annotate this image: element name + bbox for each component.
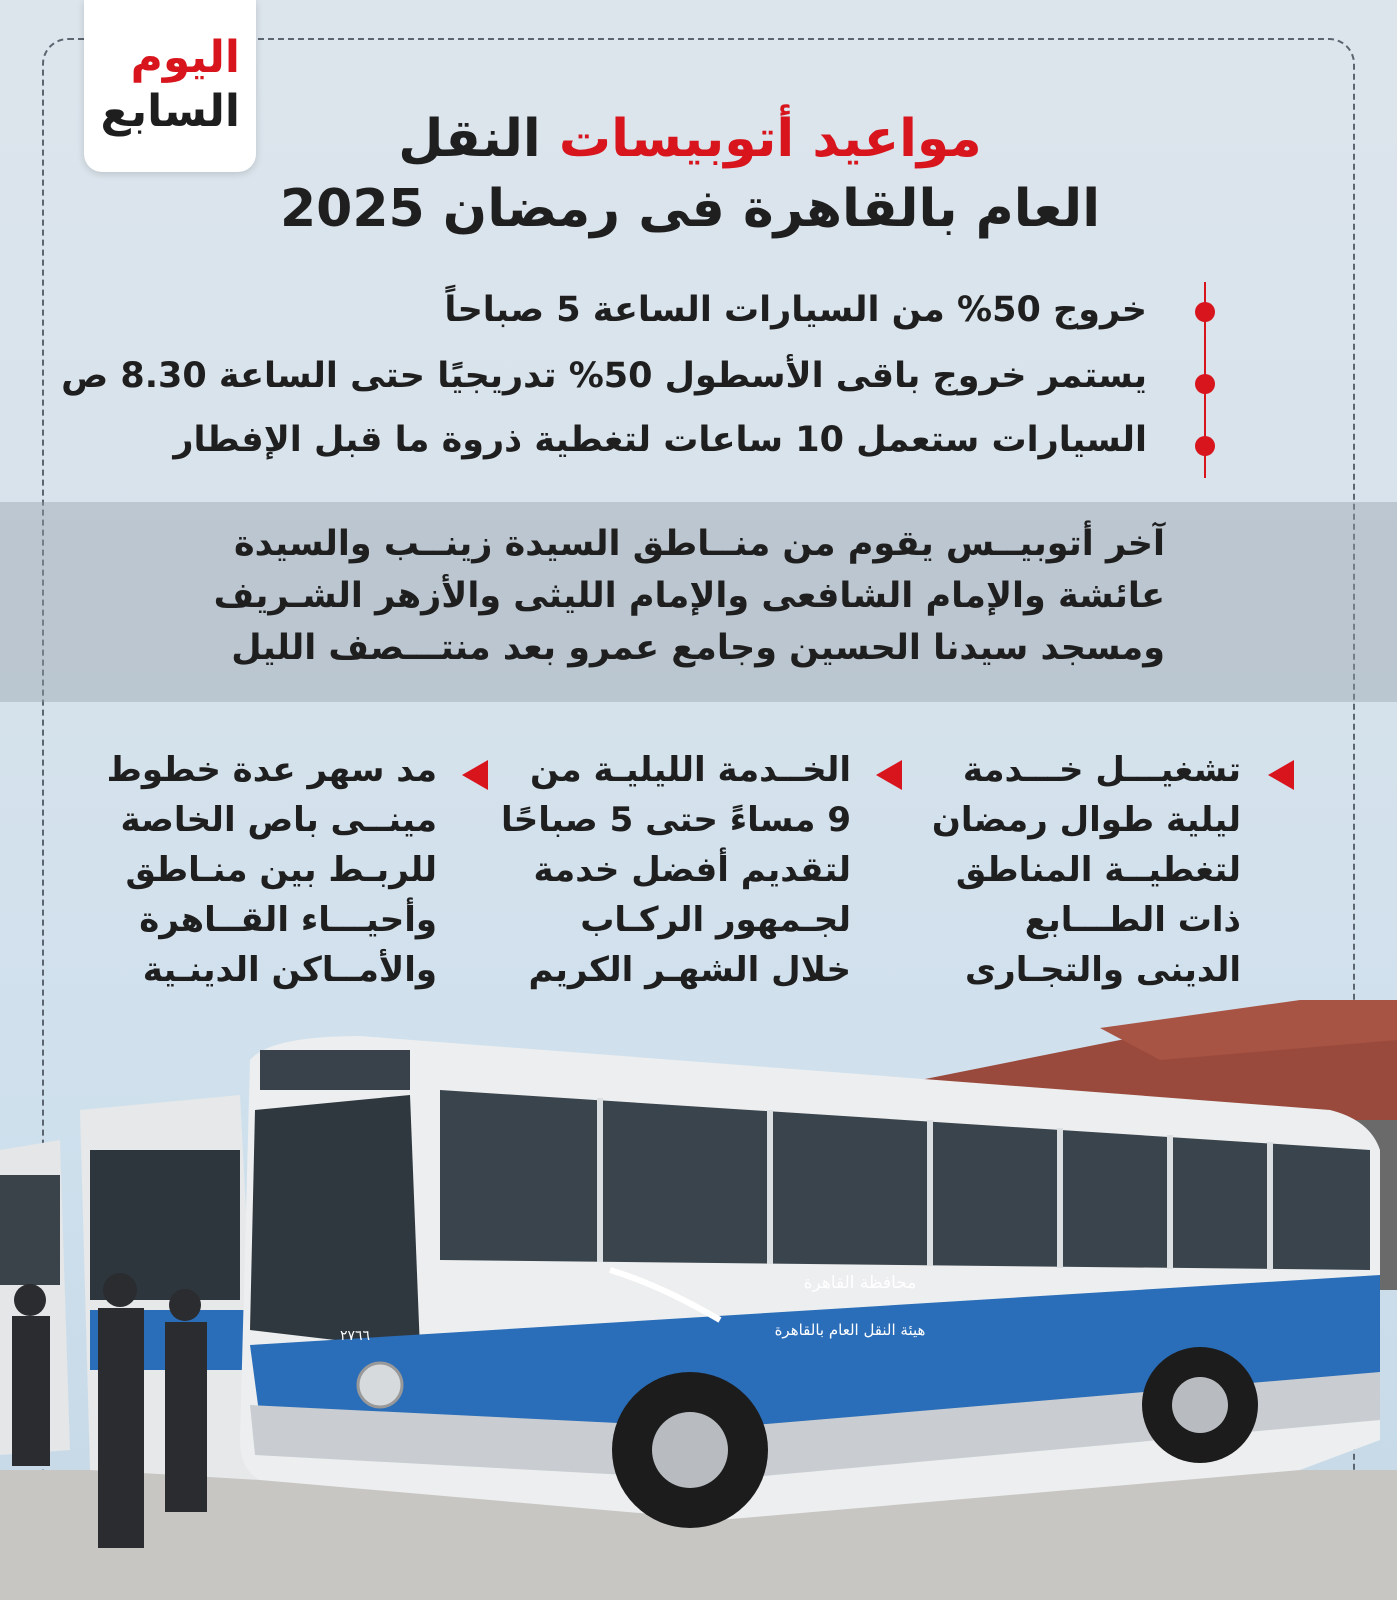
col1-line-5: الدينى والتجـارى [964, 950, 1241, 990]
col1-line-1: تشغيـــل خـــدمة [962, 750, 1241, 790]
col1-line-2: ليلية طوال رمضان [931, 800, 1241, 840]
col3-line-4: وأحيـــاء القــاهرة [139, 900, 437, 940]
col2-line-1: الخــدمة الليليـة من [530, 750, 851, 790]
col3-line-1: مد سهر عدة خطوط [106, 750, 437, 790]
page-title-line-2: العام بالقاهرة فى رمضان 2025 [279, 179, 1101, 239]
bullet-dot-icon [1195, 302, 1215, 322]
band-line-1: آخر أتوبيــس يقوم من منــاطق السيدة زينــب والسيدة [234, 524, 1165, 564]
col2-line-5: خلال الشهـر الكريم [528, 950, 851, 990]
bullet-item-1: خروج 50% من السيارات الساعة 5 صباحاً [444, 290, 1147, 330]
col2-line-4: لجـمهور الركـاب [580, 900, 851, 940]
triangle-pointer-icon [876, 760, 902, 790]
bullet-dot-icon [1195, 374, 1215, 394]
col2-line-2: 9 مساءً حتى 5 صباحًا [500, 800, 851, 840]
bus-fleet-number: ٢٧٦٦ [339, 1328, 371, 1344]
col1-line-4: ذات الطـــابع [1024, 900, 1241, 940]
col3-line-2: مينــى باص الخاصة [120, 800, 437, 840]
col3-line-3: للربـط بين منـاطق [125, 850, 437, 890]
page-title-line-1 [230, 108, 1150, 170]
bus-side-text-1: محافظة القاهرة [803, 1273, 917, 1293]
bus-photo [0, 1000, 1397, 1600]
logo-line-2: السابع [100, 86, 240, 137]
triangle-pointer-icon [1268, 760, 1294, 790]
bullet-dot-icon [1195, 436, 1215, 456]
band-line-3: ومسجد سيدنا الحسين وجامع عمرو بعد منتـــصف الليل [231, 628, 1165, 668]
title-dark-part: النقل [398, 109, 541, 169]
bullet-item-3: السيارات ستعمل 10 ساعات لتغطية ذروة ما قبل الإفطار [173, 420, 1147, 460]
col2-line-3: لتقديم أفضل خدمة [533, 850, 851, 890]
bullet-item-2: يستمر خروج باقى الأسطول 50% تدريجيًا حتى الساعة 8.30 ص [61, 356, 1147, 396]
band-line-2: عائشة والإمام الشافعى والإمام الليثى والأزهر الشـريف [213, 576, 1165, 616]
bus-side-text-2: هيئة النقل العام بالقاهرة [774, 1321, 926, 1339]
triangle-pointer-icon [462, 760, 488, 790]
col3-line-5: والأمــاكن الدينـية [142, 950, 437, 990]
logo-line-1: اليوم [130, 32, 240, 83]
title-red-part: مواعيد أتوبيسات [558, 109, 982, 169]
col1-line-3: لتغطيــة المناطق [955, 850, 1241, 890]
